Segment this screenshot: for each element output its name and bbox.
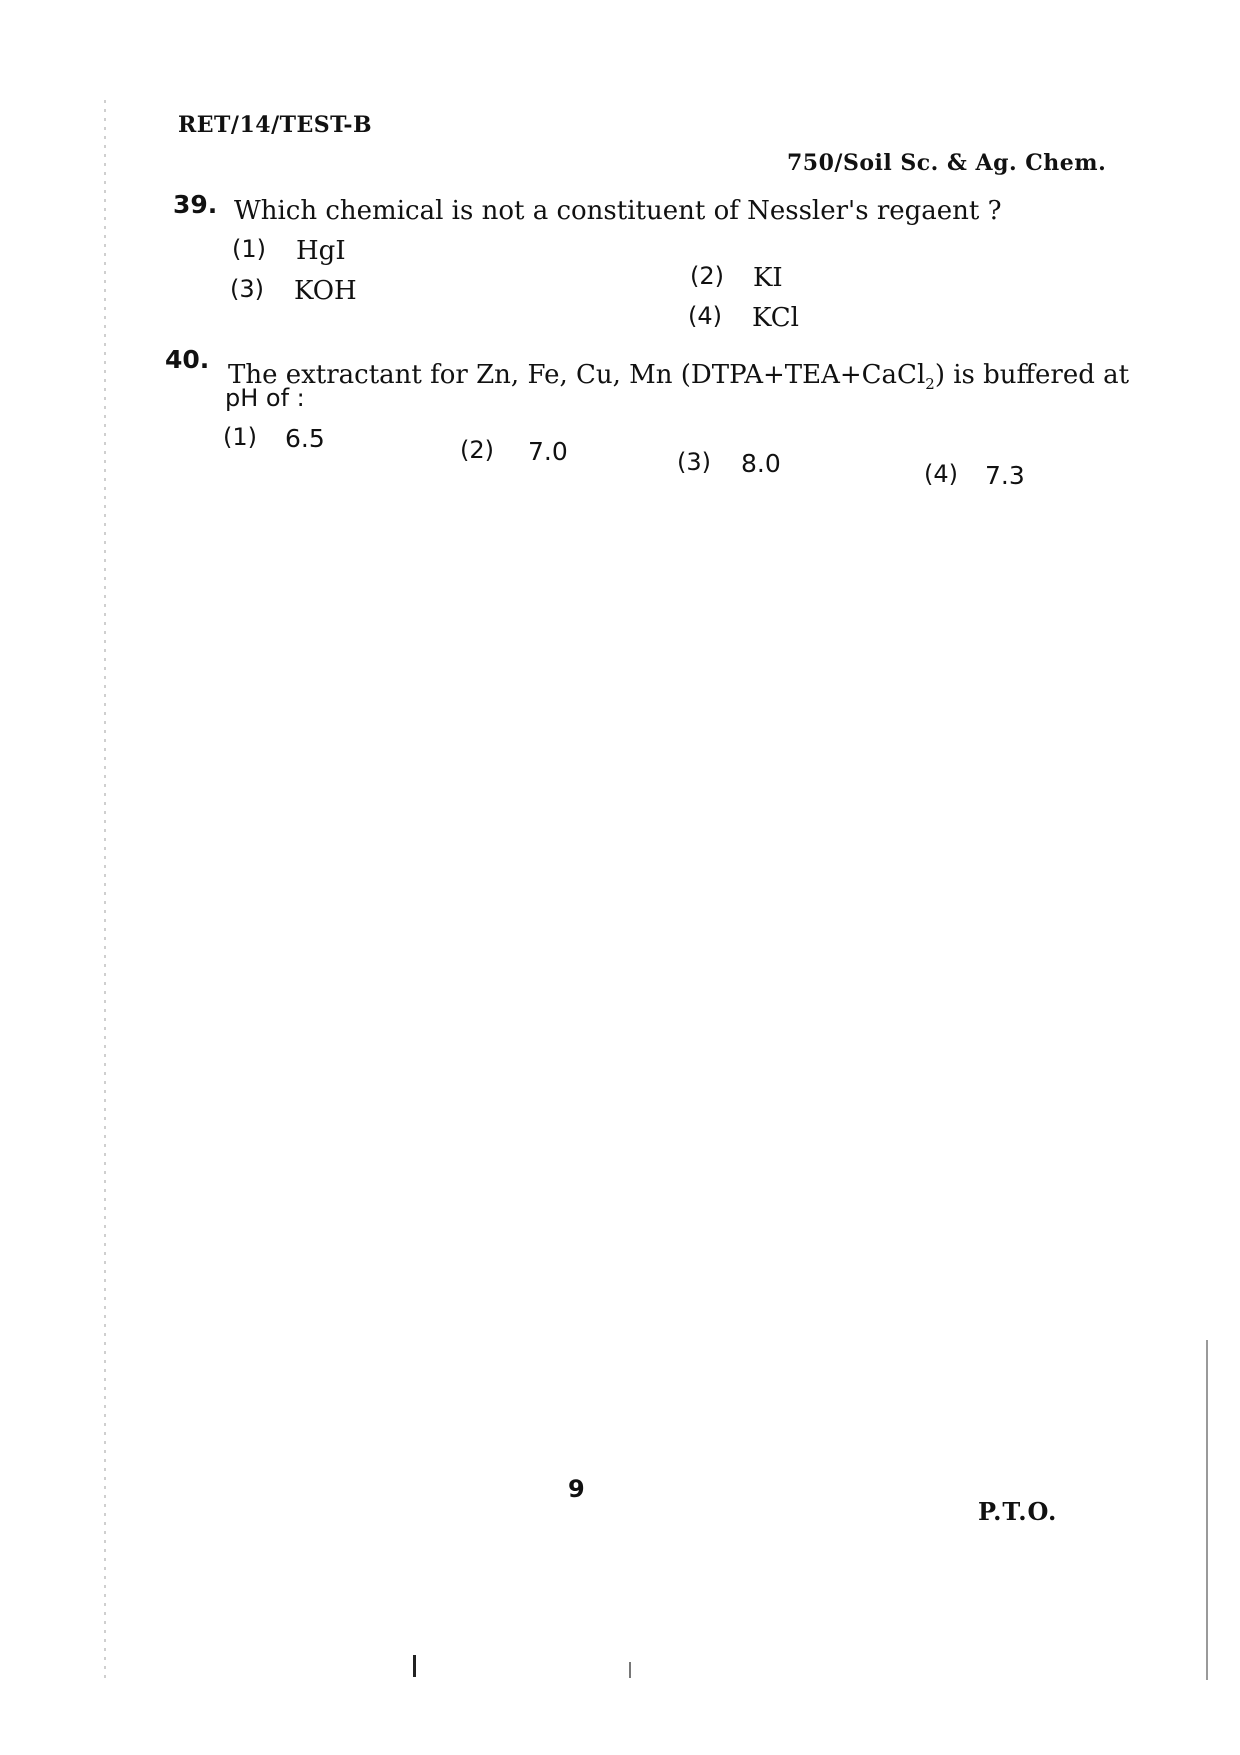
question-40-option-1-value: 6.5 <box>285 424 325 453</box>
question-40-option-2-number: (2) <box>460 436 494 464</box>
question-40-text-main: The extractant for Zn, Fe, Cu, Mn (DTPA+TEA+CaCl <box>228 360 926 390</box>
question-39-option-1-number: (1) <box>232 235 266 263</box>
question-40-text-line2: pH of : <box>225 384 305 412</box>
header-subject: 750/Soil Sc. & Ag. Chem. <box>787 150 1107 176</box>
scan-edge-left <box>104 100 106 1680</box>
scan-tick-mark <box>629 1662 631 1678</box>
pto-label: P.T.O. <box>978 1497 1058 1526</box>
question-40-option-4-number: (4) <box>924 460 958 488</box>
question-39-option-4-value: KCl <box>752 303 799 333</box>
question-40-subscript: 2 <box>925 375 935 394</box>
question-39-number: 39. <box>173 190 218 219</box>
question-40-option-1-number: (1) <box>223 423 257 451</box>
scan-edge-right <box>1206 1340 1208 1680</box>
question-40-option-3-number: (3) <box>677 448 711 476</box>
question-39-option-1-value: HgI <box>296 236 346 266</box>
question-39-option-2-value: KI <box>753 263 783 293</box>
scan-tick-mark <box>413 1655 416 1677</box>
question-39-text: Which chemical is not a constituent of Nessler's regaent ? <box>234 196 1002 226</box>
header-code: RET/14/TEST-B <box>178 112 373 138</box>
question-39-option-2-number: (2) <box>690 262 724 290</box>
question-40-text-end: ) is buffered at <box>934 360 1130 390</box>
question-40-option-4-value: 7.3 <box>985 461 1025 490</box>
question-40-option-3-value: 8.0 <box>741 449 781 478</box>
question-39-option-3-number: (3) <box>230 275 264 303</box>
page-number: 9 <box>568 1475 585 1503</box>
question-40-option-2-value: 7.0 <box>528 437 568 466</box>
question-39-option-3-value: KOH <box>294 276 357 306</box>
question-39-option-4-number: (4) <box>688 302 722 330</box>
question-40-text <box>228 360 1129 393</box>
question-40-number: 40. <box>165 345 210 374</box>
